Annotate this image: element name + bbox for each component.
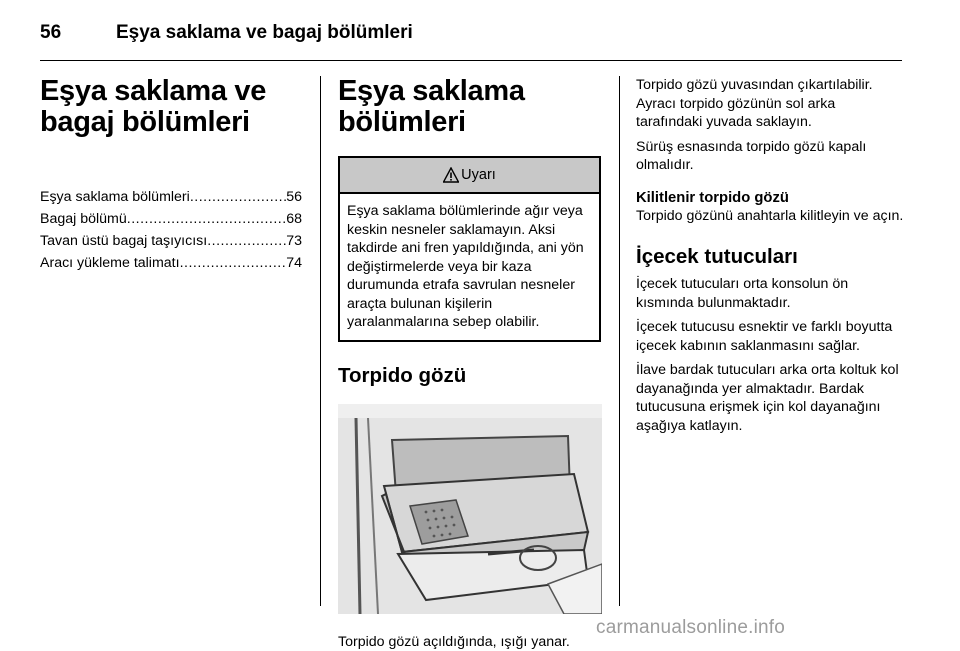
toc-leader-dots bbox=[190, 186, 286, 208]
toc-entry-title: Aracı yükleme talimatı bbox=[40, 252, 180, 274]
toc-leader-dots bbox=[180, 252, 287, 274]
subsection-title: Torpido gözü bbox=[338, 364, 603, 388]
warning-triangle-icon bbox=[443, 167, 459, 183]
toc-entry-title: Eşya saklama bölümleri bbox=[40, 186, 190, 208]
chapter-title: Eşya saklama ve bagaj bölümleri bbox=[40, 76, 302, 138]
paragraph: İlave bardak tutucuları arka orta koltuk kol dayanağında yer almaktadır. Bardak tutucusuna erişmek için kol dayanağını aşağıya katlayın. bbox=[636, 361, 904, 435]
toc-entry[interactable] bbox=[40, 252, 302, 274]
column-divider bbox=[320, 76, 321, 606]
table-of-contents bbox=[40, 186, 302, 274]
toc-leader-dots bbox=[207, 230, 286, 252]
toc-entry-page: 74 bbox=[286, 252, 302, 274]
photo-caption: Torpido gözü açıldığında, ışığı yanar. bbox=[338, 633, 603, 651]
toc-entry-page: 56 bbox=[286, 186, 302, 208]
paragraph: Sürüş esnasında torpido gözü kapalı olmalıdır. bbox=[636, 138, 904, 175]
toc-entry-page: 68 bbox=[286, 208, 302, 230]
warning-header bbox=[340, 158, 599, 194]
warning-box bbox=[338, 156, 601, 342]
page-header bbox=[40, 22, 900, 62]
toc-entry-title: Bagaj bölümü bbox=[40, 208, 127, 230]
paragraph: Torpido gözü yuvasından çıkartılabilir. Ayracı torpido gözünün sol arka tarafındaki yuvada saklayın. bbox=[636, 76, 904, 132]
toc-entry[interactable] bbox=[40, 186, 302, 208]
right-column bbox=[636, 76, 904, 435]
warning-label: Uyarı bbox=[461, 167, 496, 183]
middle-column bbox=[338, 76, 603, 651]
toc-entry[interactable] bbox=[40, 230, 302, 252]
paragraph: İçecek tutucusu esnektir ve farklı boyutta içecek kabının saklanmasını sağlar. bbox=[636, 318, 904, 355]
subsection-title: İçecek tutucuları bbox=[636, 245, 904, 269]
warning-text: Eşya saklama bölümlerinde ağır veya keskin nesneler saklamayın. Aksi takdirde ani fren yapıldığında, ani yön değiştirmelerde veya bir kaza durumunda etrafa savrulan nesneler araçta bulunan kişilerin yaralanmalarına sebep olabilir. bbox=[340, 194, 599, 340]
section-title: Eşya saklama bölümleri bbox=[338, 76, 603, 138]
toc-entry-page: 73 bbox=[286, 230, 302, 252]
paragraph: İçecek tutucuları orta konsolun ön kısmında bulunmaktadır. bbox=[636, 275, 904, 312]
paragraph: Torpido gözünü anahtarla kilitleyin ve açın. bbox=[636, 207, 904, 226]
header-rule bbox=[40, 60, 902, 61]
page-number: 56 bbox=[40, 22, 61, 44]
running-title: Eşya saklama ve bagaj bölümleri bbox=[116, 22, 413, 44]
watermark: carmanualsonline.info bbox=[596, 617, 785, 639]
column-divider bbox=[619, 76, 620, 606]
left-column bbox=[40, 76, 302, 274]
toc-entry[interactable] bbox=[40, 208, 302, 230]
glovebox-photo bbox=[338, 404, 602, 614]
toc-entry-title: Tavan üstü bagaj taşıyıcısı bbox=[40, 230, 207, 252]
subsection-title: Kilitlenir torpido gözü bbox=[636, 189, 904, 207]
toc-leader-dots bbox=[127, 208, 286, 230]
